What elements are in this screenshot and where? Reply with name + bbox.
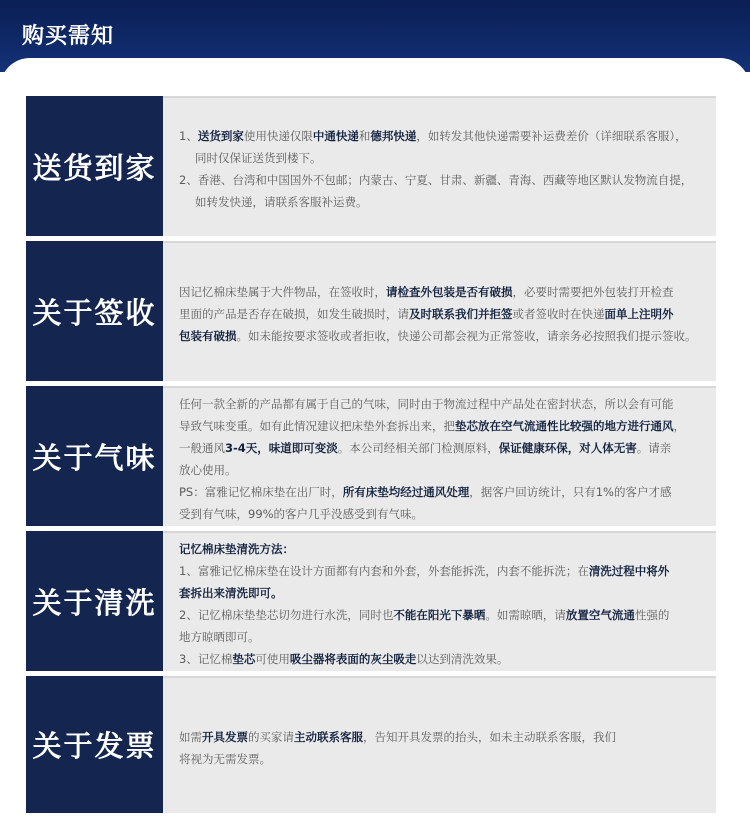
text-run: 1、 xyxy=(179,129,198,143)
text-run: 的买家请 xyxy=(248,729,294,744)
text-run: 任何一款全新的产品都有属于自己的气味，同时由于物流过程中产品处在密封状态，所以会有可能 xyxy=(179,397,674,411)
text-run: 放心使用。 xyxy=(179,463,237,477)
text-run: 如需 xyxy=(179,729,202,744)
text-run: 。如需晾晒，请 xyxy=(485,608,566,622)
content-line xyxy=(179,748,702,770)
highlight-text: 面单上注明外 xyxy=(604,307,674,321)
section-label: 关于签收 xyxy=(26,241,163,381)
highlight-text: 送货到家 xyxy=(197,129,244,143)
section-content xyxy=(163,676,716,813)
text-run: ，如转发其他快递需要补运费差价（详细联系客服）， xyxy=(416,129,687,143)
section-content xyxy=(163,96,716,236)
highlight-text: 清洗过程中将外 xyxy=(588,564,670,578)
text-run: 2、香港、台湾和中国国外不包邮；内蒙古、宁夏、甘肃、新疆、青海、西藏等地区默认发物流自提， xyxy=(179,173,693,187)
section-label: 关于清洗 xyxy=(26,531,163,671)
section-content xyxy=(163,531,716,671)
text-run: 将视为无需发票。 xyxy=(179,751,271,766)
content-line xyxy=(179,648,702,670)
text-run: ，据客户回访统计，只有1%的客户才感 xyxy=(469,485,672,499)
text-run: 以达到清洗效果。 xyxy=(416,652,509,666)
highlight-text: 请检查外包装是否有破损 xyxy=(386,285,513,299)
content-line xyxy=(179,626,702,648)
section-content xyxy=(163,386,716,526)
page-title: 购买需知 xyxy=(22,24,115,49)
text-run: 同时仅保证送货到楼下。 xyxy=(195,151,322,165)
text-run: 。如未能按要求签收或者拒收，快递公司都会视为正常签收，请亲务必按照我们提示签收。 xyxy=(236,329,697,343)
section-label: 关于气味 xyxy=(26,386,163,526)
content-line xyxy=(179,125,702,147)
text-run: 3、记忆棉 xyxy=(179,652,233,666)
text-run: 1、富雅记忆棉床垫在设计方面都有内套和外套，外套能拆洗，内套不能拆洗；在 xyxy=(179,564,589,578)
content-line xyxy=(179,503,702,525)
highlight-text: 及时联系我们并拒签 xyxy=(409,307,513,321)
section-cleaning xyxy=(26,531,716,671)
text-run: 受到有气味，99%的客户几乎没感受到有气味。 xyxy=(179,507,424,521)
text-run: 和 xyxy=(358,129,371,143)
highlight-text: 套拆出来清洗即可。 xyxy=(179,586,283,600)
content-line xyxy=(179,481,702,503)
highlight-text: 德邦快递 xyxy=(370,129,417,143)
content-line xyxy=(179,147,702,169)
text-run: ， xyxy=(673,419,685,433)
section-signing xyxy=(26,241,716,381)
content-line xyxy=(179,538,702,560)
content-line xyxy=(179,325,702,347)
text-run: 或者签收时在快递 xyxy=(512,307,605,321)
text-run: 使用快递仅限 xyxy=(243,129,313,143)
content-line xyxy=(179,437,702,459)
text-run: 可使用 xyxy=(255,652,290,666)
section-invoice xyxy=(26,676,716,813)
section-content xyxy=(163,241,716,381)
content-line xyxy=(179,415,702,437)
text-run: 如转发快递，请联系客服补运费。 xyxy=(195,195,368,209)
highlight-text: 垫芯 xyxy=(232,652,256,666)
text-run: 导致气味变重。如有此情况建议把床垫外套拆出来，把 xyxy=(179,419,455,433)
highlight-text: 吸尘器将表面的灰尘吸走 xyxy=(289,652,417,666)
text-run: 性强的 xyxy=(634,608,670,622)
text-run: 地方晾晒即可。 xyxy=(179,630,260,644)
text-run: 因记忆棉床垫属于大件物品，在签收时， xyxy=(179,285,386,299)
highlight-text: 不能在阳光下暴晒 xyxy=(393,608,486,622)
highlight-text: 放置空气流通 xyxy=(565,608,635,622)
section-odor xyxy=(26,386,716,526)
text-run: PS：富雅记忆棉床垫在出厂时， xyxy=(179,485,343,499)
content-line xyxy=(179,604,702,626)
content-line xyxy=(179,582,702,604)
text-run: 2、记忆棉床垫垫芯切勿进行水洗，同时也 xyxy=(179,608,394,622)
highlight-text: 开具发票 xyxy=(202,729,248,744)
highlight-text: 中通快递 xyxy=(312,129,359,143)
text-run: 。请亲 xyxy=(636,441,672,455)
content-line xyxy=(179,303,702,325)
highlight-text: 保证健康环保，对人体无害 xyxy=(498,441,637,455)
notice-sections xyxy=(26,96,716,813)
section-label: 关于发票 xyxy=(26,676,163,813)
header-curve xyxy=(0,58,750,98)
text-run: 一般通风 xyxy=(179,441,225,455)
highlight-text: 垫芯放在空气流通性比较强的地方进行通风 xyxy=(455,419,674,433)
highlight-text: 记忆棉床垫清洗方法： xyxy=(179,542,294,556)
content-line xyxy=(179,560,702,582)
text-run: 。本公司经相关部门检测原料， xyxy=(337,441,499,455)
highlight-text: 3-4天，味道即可变淡 xyxy=(225,441,338,455)
content-line xyxy=(179,281,702,303)
highlight-text: 所有床垫均经过通风处理 xyxy=(342,485,470,499)
content-line xyxy=(179,726,702,748)
text-run: ，告知开具发票的抬头，如未主动联系客服，我们 xyxy=(363,729,616,744)
content-line xyxy=(179,393,702,415)
section-label: 送货到家 xyxy=(26,96,163,236)
section-delivery xyxy=(26,96,716,236)
highlight-text: 包装有破损 xyxy=(179,329,237,343)
text-run: ，必要时需要把外包装打开检查 xyxy=(512,285,674,299)
highlight-text: 主动联系客服 xyxy=(294,729,363,744)
text-run: 里面的产品是否存在破损，如发生破损时，请 xyxy=(179,307,409,321)
content-line xyxy=(179,459,702,481)
content-line xyxy=(179,169,702,191)
content-line xyxy=(179,191,702,213)
